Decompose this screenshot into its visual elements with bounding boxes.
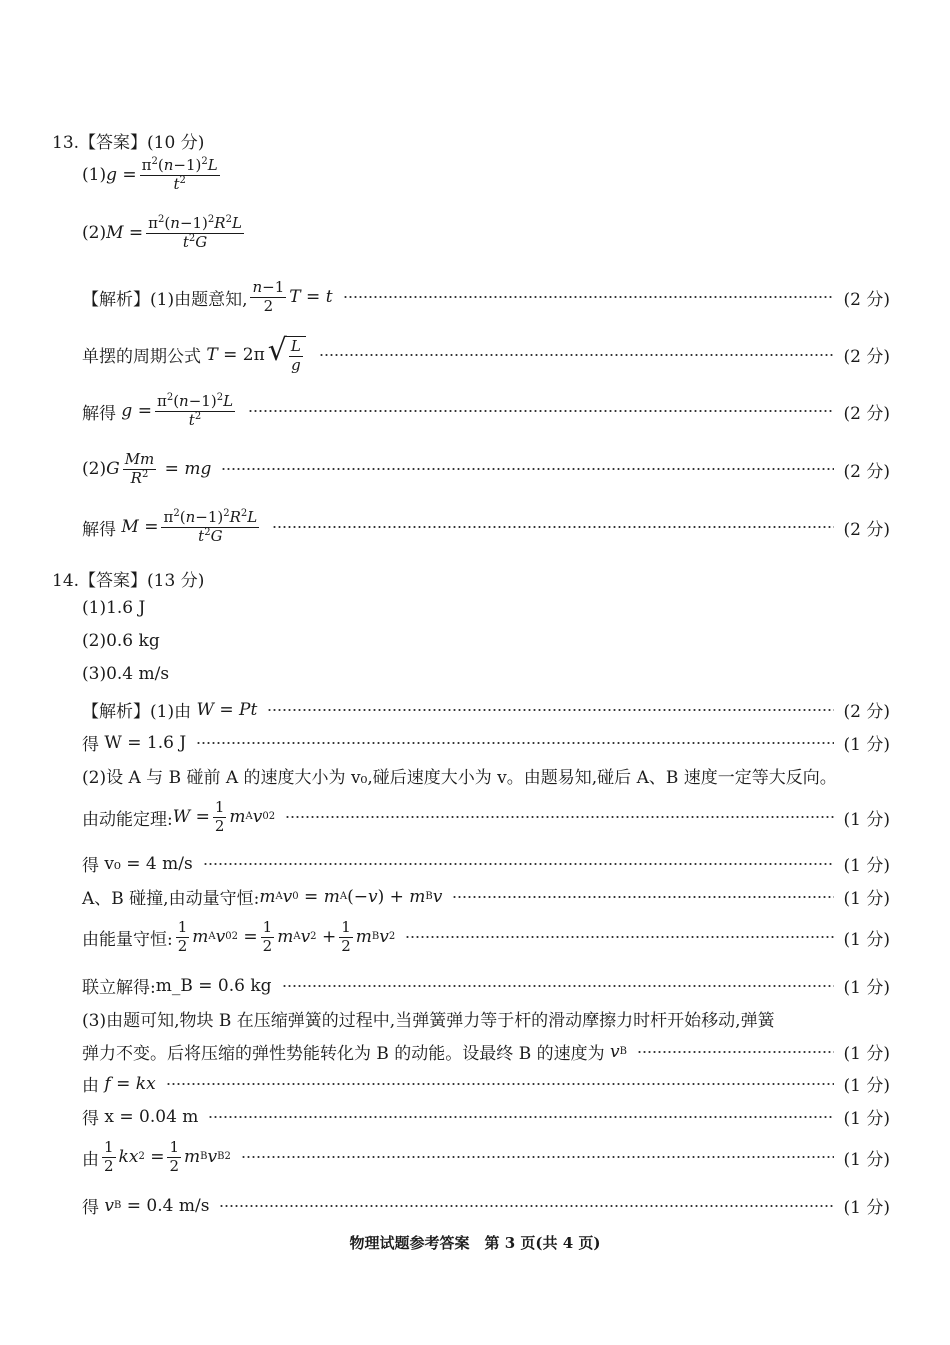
q13-answer-2: (2) M = $\frac{\pi^2(n-1)^2R^2L}{t^2G}$ [82,214,242,251]
q14-part3-line2: 弹力不变。后将压缩的弹性势能转化为 B 的动能。设最终 B 的速度为 v B (1 分) [82,1039,890,1064]
leader-dots [405,936,833,938]
q14-step-1: 【解析】(1)由 W = Pt (2 分) [82,697,890,722]
q13-header: 13.【答案】(10 分) [52,133,205,153]
score: (1 分) [843,1076,890,1096]
score: (1 分) [843,856,890,876]
q13-step-5: 解得 M = $\frac{\pi^2(n-1)^2R^2L}{t^2G}$ (2 分) [82,508,890,545]
leader-dots [219,1205,833,1207]
leader-dots [166,1083,834,1085]
q14-step-6: 由能量守恒: $\frac{1}{2}$ m A v 0 2 = $\frac{1}{2}$ m A v 2 + $\frac{1}{2}$ m B v 2 (1 分) [82,918,890,955]
leader-dots [267,709,833,711]
score: (1 分) [843,1198,890,1218]
leader-dots [343,296,834,298]
score: (1 分) [843,889,890,909]
leader-dots [452,896,833,898]
score: (1 分) [843,1149,890,1170]
score: (1 分) [843,1109,890,1129]
q14-part2-intro: (2)设 A 与 B 碰前 A 的速度大小为 v₀,碰后速度大小为 v。由题易知,碰后 A、B 速度一定等大反向。 [82,768,837,788]
q14-step-10: 由 $\frac{1}{2}$ kx 2 = $\frac{1}{2}$ m B v B 2 (1 分) [82,1138,890,1175]
score: (1 分) [843,809,890,830]
leader-dots [196,742,833,744]
q14-answer-1: (1)1.6 J [82,598,146,618]
q14-answer-2: (2)0.6 kg [82,631,160,651]
q14-step-7: 联立解得: m_B = 0.6 kg (1 分) [82,973,890,998]
q14-step-2: 得 W = 1.6 J (1 分) [82,730,890,755]
score: (1 分) [843,978,890,998]
score: (2 分) [843,289,890,310]
score: (2 分) [843,461,890,482]
score: (1 分) [843,1044,890,1064]
score: (2 分) [843,403,890,424]
leader-dots [637,1051,834,1053]
q13-step-3: 解得 g = $\frac{\pi^2(n-1)^2L}{t^2}$ (2 分) [82,392,890,429]
q14-step-8: 由 f = kx (1 分) [82,1071,890,1096]
q14-step-3: 由动能定理: W = $\frac{1}{2}$ m A v 0 2 (1 分) [82,798,890,835]
q13-step-1: 【解析】(1)由题意知, $\frac{n-1}{2}$ T = t (2 分) [82,278,890,315]
q13-answer-1: (1) g = $\frac{\pi^2(n-1)^2L}{t^2}$ [82,156,218,193]
leader-dots [272,526,833,528]
q13-step-4: (2) G $\frac{Mm}{R^2}$ = mg (2 分) [82,450,890,487]
leader-dots [285,816,833,818]
leader-dots [203,863,834,865]
q14-answer-3: (3)0.4 m/s [82,664,170,684]
q14-header: 14.【答案】(13 分) [52,571,205,591]
leader-dots [282,985,834,987]
score: (2 分) [843,519,890,540]
score: (2 分) [843,702,890,722]
page-footer: 物理试题参考答案 第 3 页(共 4 页) [349,1234,601,1252]
leader-dots [248,410,833,412]
leader-dots [221,468,833,470]
leader-dots [319,354,834,356]
q14-step-4: 得 v₀ = 4 m/s (1 分) [82,851,890,876]
q14-part3-line1: (3)由题可知,物块 B 在压缩弹簧的过程中,当弹簧弹力等于杆的滑动摩擦力时杆开始移动,弹簧 [82,1011,775,1031]
score: (1 分) [843,929,890,950]
q14-step-5: A、B 碰撞,由动量守恒: m A v 0 = m A (− v ) + m B v (1 分) [82,884,890,909]
q14-step-11: 得 v B = 0.4 m/s (1 分) [82,1193,890,1218]
leader-dots [208,1116,833,1118]
score: (1 分) [843,735,890,755]
q14-step-9: 得 x = 0.04 m (1 分) [82,1104,890,1129]
q13-step-2: 单摆的周期公式 T = 2π √ $\frac{L}{g}$ (2 分) [82,333,890,374]
leader-dots [241,1156,834,1158]
score: (2 分) [843,347,890,368]
